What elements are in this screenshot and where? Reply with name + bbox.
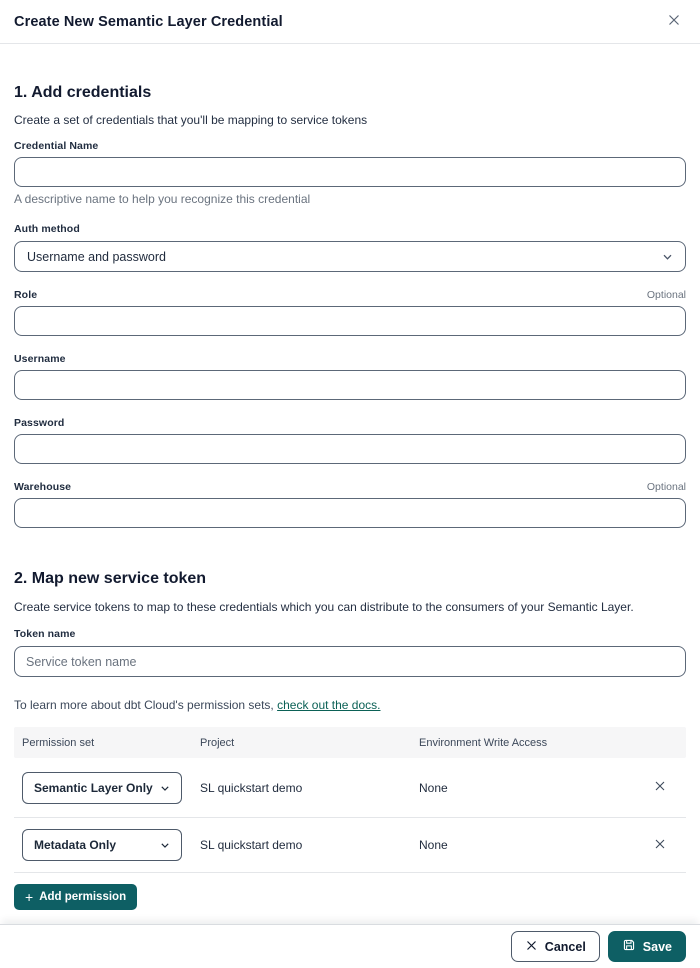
table-row <box>14 818 686 873</box>
project-cell: SL quickstart demo <box>200 838 303 852</box>
project-cell: SL quickstart demo <box>200 780 303 795</box>
permission-table <box>14 727 686 873</box>
role-input[interactable] <box>14 306 686 336</box>
auth-method-select[interactable] <box>14 241 686 272</box>
save-label: Save <box>642 939 672 954</box>
permission-set-select[interactable] <box>22 829 182 861</box>
cancel-button[interactable] <box>511 931 600 962</box>
docs-note <box>14 699 686 712</box>
plus-icon: + <box>25 888 34 905</box>
credential-name-label: Credential Name <box>14 140 99 152</box>
password-label: Password <box>14 417 65 429</box>
remove-icon <box>653 837 667 854</box>
section2-heading: 2. Map new service token <box>14 570 207 587</box>
permission-table-header <box>14 727 686 758</box>
warehouse-label: Warehouse <box>14 481 72 493</box>
save-button[interactable] <box>608 931 686 962</box>
modal-title: Create New Semantic Layer Credential <box>14 13 283 30</box>
column-header-project: Project <box>200 736 235 749</box>
column-header-permission-set: Permission set <box>22 736 95 749</box>
modal-header <box>0 0 700 44</box>
auth-method-label: Auth method <box>14 223 80 235</box>
chevron-down-icon <box>662 248 673 266</box>
username-label: Username <box>14 353 66 365</box>
modal-footer <box>0 924 700 968</box>
warehouse-input[interactable] <box>14 498 686 528</box>
role-optional-tag: Optional <box>646 289 686 301</box>
username-input[interactable] <box>14 370 686 400</box>
credential-name-input[interactable] <box>14 157 686 187</box>
password-input[interactable] <box>14 434 686 464</box>
docs-note-text: To learn more about dbt Cloud's permission sets, <box>14 698 278 712</box>
close-button[interactable] <box>664 10 684 33</box>
remove-icon <box>653 779 667 796</box>
remove-permission-button[interactable] <box>651 777 669 798</box>
permission-set-selected-value: Semantic Layer Only <box>34 780 153 795</box>
chevron-down-icon <box>160 779 170 797</box>
cancel-x-icon <box>525 939 538 955</box>
warehouse-optional-tag: Optional <box>646 481 686 493</box>
permission-set-selected-value: Metadata Only <box>34 838 117 852</box>
auth-method-selected-value: Username and password <box>27 249 166 264</box>
role-label: Role <box>14 289 38 301</box>
permission-set-select[interactable] <box>22 772 182 804</box>
environment-write-access-cell: None <box>419 780 448 795</box>
add-permission-button[interactable] <box>14 884 137 910</box>
column-header-environment-write-access: Environment Write Access <box>419 736 548 749</box>
environment-write-access-cell: None <box>419 838 448 852</box>
docs-link[interactable]: check out the docs. <box>277 698 381 712</box>
add-permission-label: Add permission <box>39 891 127 903</box>
save-icon <box>622 938 636 955</box>
chevron-down-icon <box>160 836 170 854</box>
section1-heading: 1. Add credentials <box>14 84 152 101</box>
close-icon <box>666 12 682 31</box>
remove-permission-button[interactable] <box>651 835 669 856</box>
section2-description: Create service tokens to map to these credentials which you can distribute to the consumers of your Semantic Layer. <box>14 600 634 614</box>
credential-name-helper: A descriptive name to help you recognize this credential <box>14 192 311 206</box>
modal-body <box>0 44 700 924</box>
section1-description: Create a set of credentials that you'll be mapping to service tokens <box>14 113 368 127</box>
table-row <box>14 758 686 818</box>
cancel-label: Cancel <box>544 939 586 954</box>
token-name-input[interactable] <box>14 646 686 677</box>
token-name-label: Token name <box>14 628 76 640</box>
